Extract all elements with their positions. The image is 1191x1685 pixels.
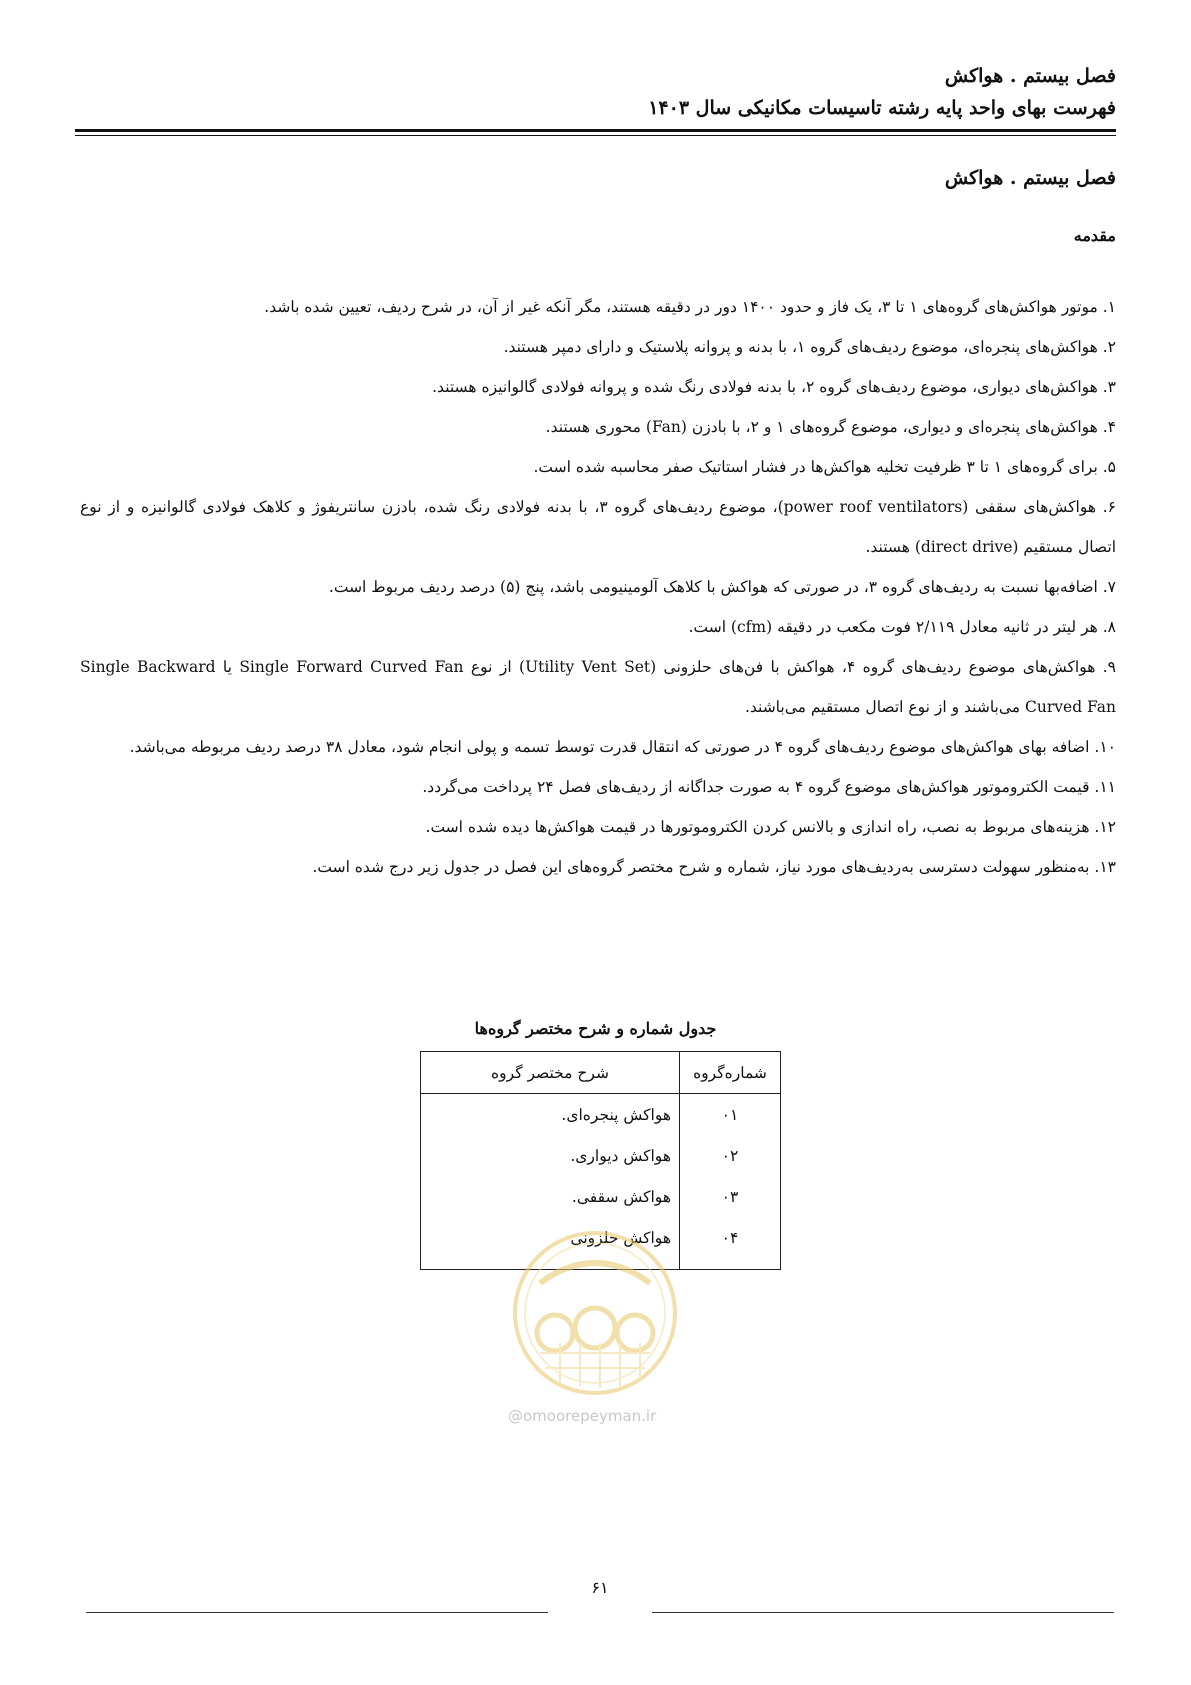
- table-row: [421, 1135, 781, 1176]
- page-number: ۶۱: [591, 1578, 609, 1597]
- group-number: ۰۴: [680, 1217, 781, 1270]
- footer-rule-left: [86, 1612, 548, 1613]
- list-item: ۱۱. قیمت الکتروموتور هواکش‌های موضوع گروه ۴ به صورت جداگانه از ردیف‌های فصل ۲۴ پرداخت می‌گردد.: [422, 778, 1116, 796]
- group-description: هواکش سقفی.: [421, 1176, 680, 1217]
- table-title: جدول شماره و شرح مختصر گروه‌ها: [474, 1019, 717, 1038]
- column-header-number: شماره‌گروه: [680, 1052, 781, 1094]
- list-item: ۱۳. به‌منظور سهولت دسترسی به‌ردیف‌های مورد نیاز، شماره و شرح مختصر گروه‌های این فصل در جدول زیر درج شده است.: [312, 858, 1116, 876]
- group-number: ۰۲: [680, 1135, 781, 1176]
- watermark-logo-icon: [500, 1228, 690, 1398]
- table-header-row: [421, 1052, 781, 1094]
- chapter-heading: فصل بیستم . هواکش: [944, 65, 1116, 87]
- list-item: ۶. هواکش‌های سقفی (power roof ventilators)، موضوع ردیف‌های گروه ۳، با بدنه فولادی رنگ شده، بادزن سانتریفوژ و کلاهک فولادی گالوانیزه و از نوع اتصال مستقیم (direct drive) هستند.: [80, 498, 1116, 556]
- list-item: ۸. هر لیتر در ثانیه معادل ۲/۱۱۹ فوت مکعب در دقیقه (cfm) است.: [688, 618, 1116, 636]
- group-description: هواکش پنجره‌ای.: [421, 1094, 680, 1136]
- header-rule-thick: [75, 129, 1116, 132]
- list-item: ۱۲. هزینه‌های مربوط به نصب، راه اندازی و بالانس کردن الکتروموتورها در قیمت هواکش‌ها دیده شده است.: [425, 818, 1116, 836]
- group-number: ۰۳: [680, 1176, 781, 1217]
- footer-rule-right: [652, 1612, 1114, 1613]
- header-rule-thin: [75, 135, 1116, 136]
- column-header-description: شرح مختصر گروه: [421, 1052, 680, 1094]
- list-item: ۲. هواکش‌های پنجره‌ای، موضوع ردیف‌های گروه ۱، با بدنه و پروانه پلاستیک و دارای دمپر هستند.: [503, 338, 1116, 356]
- book-title: فهرست بهای واحد پایه رشته تاسیسات مکانیکی سال ۱۴۰۳: [648, 97, 1116, 119]
- table-row: [421, 1176, 781, 1217]
- list-item: ۷. اضافه‌بها نسبت به ردیف‌های گروه ۳، در صورتی که هواکش با کلاهک آلومینیومی باشد، پنج (۵) درصد ردیف مربوط است.: [328, 578, 1116, 596]
- table-row: [421, 1094, 781, 1136]
- intro-label: مقدمه: [1073, 226, 1116, 245]
- items-list: [80, 287, 1116, 887]
- watermark-text: @omoorepeyman.ir: [508, 1407, 657, 1425]
- list-item: ۳. هواکش‌های دیواری، موضوع ردیف‌های گروه ۲، با بدنه فولادی رنگ شده و پروانه فولادی گالوانیزه هستند.: [432, 378, 1116, 396]
- list-item: ۱۰. اضافه بهای هواکش‌های موضوع ردیف‌های گروه ۴ در صورتی که انتقال قدرت توسط تسمه و پولی انجام شود، معادل ۳۸ درصد ردیف مربوطه می‌باشد.: [129, 738, 1116, 756]
- list-item: ۹. هواکش‌های موضوع ردیف‌های گروه ۴، هواکش با فن‌های حلزونی (Utility Vent Set) از نوع Single Forward Curved Fan یا Single Backward Curved Fan می‌باشند و از نوع اتصال مستقیم می‌باشند.: [80, 658, 1116, 716]
- list-item: ۵. برای گروه‌های ۱ تا ۳ ظرفیت تخلیه هواکش‌ها در فشار استاتیک صفر محاسبه شده است.: [533, 458, 1116, 476]
- section-title: فصل بیستم . هواکش: [944, 167, 1116, 189]
- page-header: [648, 60, 1116, 124]
- group-description: هواکش دیواری.: [421, 1135, 680, 1176]
- list-item: ۴. هواکش‌های پنجره‌ای و دیواری، موضوع گروه‌های ۱ و ۲، با بادزن (Fan) محوری هستند.: [545, 418, 1116, 436]
- group-number: ۰۱: [680, 1094, 781, 1136]
- group-description: هواکش حلزونی: [421, 1217, 680, 1270]
- list-item: ۱. موتور هواکش‌های گروه‌های ۱ تا ۳، یک فاز و حدود ۱۴۰۰ دور در دقیقه هستند، مگر آنکه غیر از آن، در شرح ردیف، تعیین شده باشد.: [264, 298, 1116, 316]
